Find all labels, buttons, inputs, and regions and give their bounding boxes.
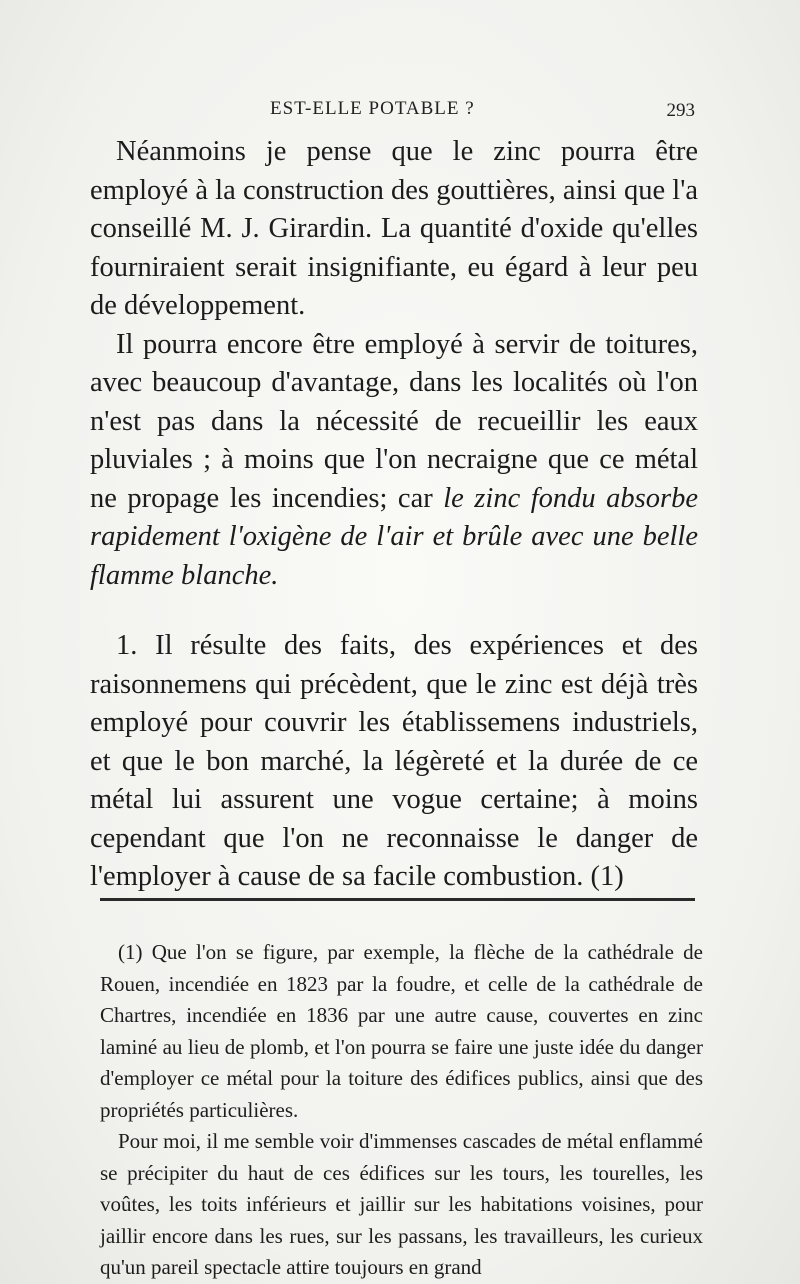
paragraph-2	[90, 326, 698, 596]
footnotes	[100, 937, 703, 1284]
paragraph-2-text: Il pourra encore être employé à servir de toitures, avec beaucoup d'avantage, dans les localités où l'on n'est pas dans la nécessité de recueillir les eaux pluviales ; à moins que l'on necraigne que ce métal ne propage les incendies; car	[90, 328, 698, 514]
paragraph-1: Néanmoins je pense que le zinc pourra être employé à la construction des gouttières, ainsi que l'a conseillé M. J. Girardin. La quantité d'oxide qu'elles fourniraient serait insignifiante, eu égard à leur peu de développement.	[90, 136, 698, 321]
main-text	[90, 133, 698, 897]
page-number: 293	[666, 100, 695, 121]
footnote-1-continued: Pour moi, il me semble voir d'immenses cascades de métal enflammé se précipiter du haut de ces édifices sur les tours, les tourelles, les voûtes, les toits inférieurs et jaillir sur les habitations voisines, pour jaillir encore dans les rues, sur les passans, les travailleurs, les curieux qu'un pareil spectacle attire toujours en grand	[100, 1129, 703, 1279]
running-title: EST-ELLE POTABLE ?	[270, 98, 475, 119]
footnote-rule	[100, 898, 695, 901]
paragraph-2-italic: le zinc fondu absorbe rapidement l'oxigène de l'air et brûle avec une belle flamme blanche.	[90, 482, 698, 591]
footnote-1: (1) Que l'on se figure, par exemple, la flèche de la cathédrale de Rouen, incendiée en 1823 par la foudre, et celle de la cathédrale de Chartres, incendiée en 1836 par une autre cause, couvertes en zinc laminé au lieu de plomb, et l'on pourra se faire une juste idée du danger d'employer ce métal pour la toiture des édifices publics, ainsi que des propriétés particulières.	[100, 940, 703, 1122]
page-header	[90, 98, 695, 128]
paragraph-3: 1. Il résulte des faits, des expériences et des raisonnemens qui précèdent, que le zinc est déjà très employé pour couvrir les établissemens industriels, et que le bon marché, la légèreté et la durée de ce métal lui assurent une vogue certaine; à moins cependant que l'on ne reconnaisse le danger de l'employer à cause de sa facile combustion. (1)	[90, 630, 698, 892]
